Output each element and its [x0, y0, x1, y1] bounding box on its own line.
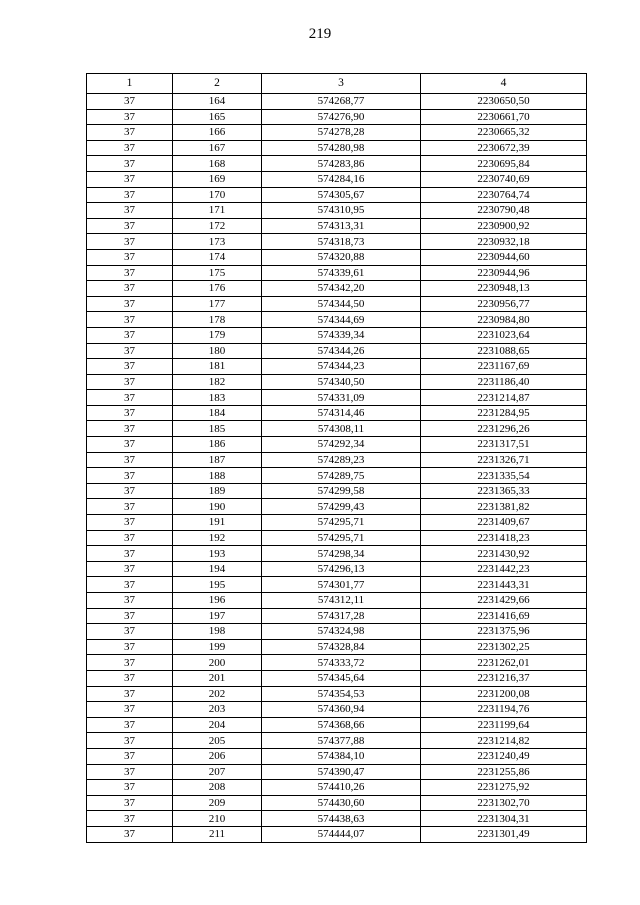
table-row [87, 452, 587, 468]
table-cell-col-3: 574344,69 [262, 312, 421, 328]
table-cell-col-1: 37 [87, 655, 173, 671]
table-row [87, 281, 587, 297]
table-cell-col-1: 37 [87, 452, 173, 468]
table-cell-col-3: 574368,66 [262, 717, 421, 733]
table-cell-col-4: 2230665,32 [421, 125, 587, 141]
table-cell-col-2: 210 [173, 811, 262, 827]
table-cell-col-4: 2231409,67 [421, 515, 587, 531]
table-cell-col-4: 2230900,92 [421, 218, 587, 234]
table-cell-col-2: 179 [173, 327, 262, 343]
table-cell-col-4: 2231429,66 [421, 593, 587, 609]
table-cell-col-1: 37 [87, 327, 173, 343]
table-cell-col-1: 37 [87, 140, 173, 156]
table-row [87, 670, 587, 686]
table-row [87, 234, 587, 250]
table-cell-col-1: 37 [87, 826, 173, 842]
table-cell-col-4: 2230650,50 [421, 94, 587, 110]
table-cell-col-4: 2231255,86 [421, 764, 587, 780]
table-cell-col-1: 37 [87, 265, 173, 281]
table-cell-col-4: 2230764,74 [421, 187, 587, 203]
table-cell-col-2: 178 [173, 312, 262, 328]
table-row [87, 686, 587, 702]
table-cell-col-1: 37 [87, 390, 173, 406]
table-cell-col-2: 166 [173, 125, 262, 141]
table-cell-col-1: 37 [87, 171, 173, 187]
table-cell-col-1: 37 [87, 811, 173, 827]
table-cell-col-2: 202 [173, 686, 262, 702]
table-cell-col-4: 2231430,92 [421, 546, 587, 562]
table-cell-col-4: 2231200,08 [421, 686, 587, 702]
table-cell-col-4: 2231199,64 [421, 717, 587, 733]
table-header-row [87, 74, 587, 94]
table-row [87, 795, 587, 811]
table-cell-col-1: 37 [87, 561, 173, 577]
table-cell-col-3: 574299,58 [262, 483, 421, 499]
table-row [87, 499, 587, 515]
table-cell-col-4: 2230740,69 [421, 171, 587, 187]
table-cell-col-3: 574308,11 [262, 421, 421, 437]
table-cell-col-3: 574339,61 [262, 265, 421, 281]
table-row [87, 390, 587, 406]
table-cell-col-1: 37 [87, 94, 173, 110]
table-cell-col-3: 574339,34 [262, 327, 421, 343]
table-cell-col-3: 574292,34 [262, 437, 421, 453]
table-cell-col-1: 37 [87, 187, 173, 203]
table-cell-col-4: 2231442,23 [421, 561, 587, 577]
table-cell-col-1: 37 [87, 483, 173, 499]
table-cell-col-3: 574410,26 [262, 780, 421, 796]
table-cell-col-1: 37 [87, 203, 173, 219]
table-cell-col-3: 574312,11 [262, 593, 421, 609]
table-cell-col-3: 574301,77 [262, 577, 421, 593]
table-cell-col-3: 574320,88 [262, 249, 421, 265]
table-cell-col-3: 574340,50 [262, 374, 421, 390]
table-cell-col-3: 574317,28 [262, 608, 421, 624]
table-row [87, 764, 587, 780]
table-cell-col-1: 37 [87, 234, 173, 250]
table-cell-col-1: 37 [87, 421, 173, 437]
table-cell-col-1: 37 [87, 670, 173, 686]
table-row [87, 702, 587, 718]
table-cell-col-1: 37 [87, 764, 173, 780]
table-row [87, 203, 587, 219]
table-cell-col-3: 574333,72 [262, 655, 421, 671]
table-row [87, 515, 587, 531]
table-cell-col-1: 37 [87, 109, 173, 125]
table-cell-col-1: 37 [87, 795, 173, 811]
column-header-3: 3 [262, 74, 421, 94]
table-row [87, 374, 587, 390]
table-cell-col-2: 204 [173, 717, 262, 733]
table-cell-col-3: 574289,23 [262, 452, 421, 468]
table-cell-col-2: 196 [173, 593, 262, 609]
table-cell-col-4: 2231365,33 [421, 483, 587, 499]
table-cell-col-3: 574305,67 [262, 187, 421, 203]
table-cell-col-1: 37 [87, 717, 173, 733]
table-cell-col-1: 37 [87, 624, 173, 640]
table-cell-col-3: 574278,28 [262, 125, 421, 141]
table-body [87, 94, 587, 843]
table-row [87, 639, 587, 655]
column-header-1: 1 [87, 74, 173, 94]
table-cell-col-3: 574384,10 [262, 748, 421, 764]
table-cell-col-2: 207 [173, 764, 262, 780]
table-cell-col-2: 174 [173, 249, 262, 265]
table-cell-col-3: 574360,94 [262, 702, 421, 718]
table-cell-col-4: 2231418,23 [421, 530, 587, 546]
table-cell-col-3: 574280,98 [262, 140, 421, 156]
table-cell-col-1: 37 [87, 156, 173, 172]
table-cell-col-2: 200 [173, 655, 262, 671]
table-cell-col-4: 2231326,71 [421, 452, 587, 468]
table-row [87, 561, 587, 577]
table-cell-col-3: 574295,71 [262, 515, 421, 531]
table-cell-col-4: 2231335,54 [421, 468, 587, 484]
table-cell-col-3: 574295,71 [262, 530, 421, 546]
table-row [87, 748, 587, 764]
table-cell-col-2: 180 [173, 343, 262, 359]
table-cell-col-2: 209 [173, 795, 262, 811]
table-cell-col-2: 171 [173, 203, 262, 219]
table-cell-col-3: 574328,84 [262, 639, 421, 655]
table-cell-col-1: 37 [87, 748, 173, 764]
table-cell-col-3: 574310,95 [262, 203, 421, 219]
table-cell-col-1: 37 [87, 780, 173, 796]
table-row [87, 296, 587, 312]
table-cell-col-2: 167 [173, 140, 262, 156]
table-cell-col-2: 182 [173, 374, 262, 390]
table-cell-col-2: 170 [173, 187, 262, 203]
table-row [87, 546, 587, 562]
table-cell-col-2: 197 [173, 608, 262, 624]
table-cell-col-1: 37 [87, 639, 173, 655]
table-cell-col-2: 190 [173, 499, 262, 515]
table-cell-col-1: 37 [87, 546, 173, 562]
table-cell-col-2: 185 [173, 421, 262, 437]
table-cell-col-1: 37 [87, 281, 173, 297]
table-cell-col-4: 2231443,31 [421, 577, 587, 593]
table-row [87, 218, 587, 234]
table-row [87, 593, 587, 609]
table-cell-col-2: 199 [173, 639, 262, 655]
table-cell-col-1: 37 [87, 608, 173, 624]
table-cell-col-3: 574344,50 [262, 296, 421, 312]
page-number: 219 [308, 26, 332, 42]
table-cell-col-3: 574430,60 [262, 795, 421, 811]
table-cell-col-1: 37 [87, 405, 173, 421]
table-cell-col-4: 2231214,87 [421, 390, 587, 406]
table-cell-col-4: 2231186,40 [421, 374, 587, 390]
table-cell-col-4: 2231240,49 [421, 748, 587, 764]
table-cell-col-4: 2230944,60 [421, 249, 587, 265]
table-cell-col-3: 574342,20 [262, 281, 421, 297]
table-cell-col-3: 574444,07 [262, 826, 421, 842]
table-cell-col-4: 2230984,80 [421, 312, 587, 328]
table-cell-col-2: 188 [173, 468, 262, 484]
table-cell-col-2: 206 [173, 748, 262, 764]
table-row [87, 468, 587, 484]
table-row [87, 780, 587, 796]
column-header-4: 4 [421, 74, 587, 94]
table-cell-col-1: 37 [87, 577, 173, 593]
table-cell-col-1: 37 [87, 515, 173, 531]
table-cell-col-4: 2230672,39 [421, 140, 587, 156]
table-cell-col-4: 2230948,13 [421, 281, 587, 297]
table-cell-col-2: 181 [173, 359, 262, 375]
table-cell-col-4: 2231304,31 [421, 811, 587, 827]
table-cell-col-2: 192 [173, 530, 262, 546]
table-row [87, 156, 587, 172]
table-cell-col-1: 37 [87, 468, 173, 484]
table-cell-col-2: 205 [173, 733, 262, 749]
table-cell-col-4: 2230944,96 [421, 265, 587, 281]
table-cell-col-3: 574390,47 [262, 764, 421, 780]
table-cell-col-1: 37 [87, 249, 173, 265]
table-row [87, 608, 587, 624]
table-cell-col-1: 37 [87, 733, 173, 749]
table-cell-col-2: 175 [173, 265, 262, 281]
table-cell-col-1: 37 [87, 125, 173, 141]
table-cell-col-2: 173 [173, 234, 262, 250]
table-cell-col-1: 37 [87, 702, 173, 718]
table-cell-col-1: 37 [87, 593, 173, 609]
table-cell-col-2: 193 [173, 546, 262, 562]
table-cell-col-2: 164 [173, 94, 262, 110]
table-row [87, 483, 587, 499]
table-cell-col-4: 2231381,82 [421, 499, 587, 515]
table-cell-col-4: 2231262,01 [421, 655, 587, 671]
table-cell-col-3: 574344,26 [262, 343, 421, 359]
table-cell-col-2: 195 [173, 577, 262, 593]
table-cell-col-4: 2231167,69 [421, 359, 587, 375]
table-cell-col-2: 176 [173, 281, 262, 297]
table-cell-col-4: 2231284,95 [421, 405, 587, 421]
table-cell-col-3: 574318,73 [262, 234, 421, 250]
table-cell-col-1: 37 [87, 437, 173, 453]
table-cell-col-2: 169 [173, 171, 262, 187]
table-cell-col-3: 574284,16 [262, 171, 421, 187]
table-row [87, 265, 587, 281]
table-row [87, 717, 587, 733]
table-cell-col-2: 184 [173, 405, 262, 421]
table-row [87, 109, 587, 125]
table-cell-col-3: 574299,43 [262, 499, 421, 515]
table-cell-col-2: 172 [173, 218, 262, 234]
table-cell-col-3: 574344,23 [262, 359, 421, 375]
table-cell-col-3: 574276,90 [262, 109, 421, 125]
table-cell-col-4: 2231214,82 [421, 733, 587, 749]
table-cell-col-3: 574345,64 [262, 670, 421, 686]
table-cell-col-4: 2231088,65 [421, 343, 587, 359]
table-row [87, 405, 587, 421]
table-cell-col-1: 37 [87, 374, 173, 390]
table-row [87, 437, 587, 453]
table-cell-col-3: 574313,31 [262, 218, 421, 234]
coordinates-table [86, 73, 587, 843]
table-row [87, 94, 587, 110]
table-row [87, 530, 587, 546]
table-cell-col-4: 2231416,69 [421, 608, 587, 624]
table-row [87, 327, 587, 343]
table-cell-col-3: 574377,88 [262, 733, 421, 749]
table-row [87, 811, 587, 827]
table-row [87, 171, 587, 187]
table-cell-col-2: 189 [173, 483, 262, 499]
table-cell-col-2: 177 [173, 296, 262, 312]
table-cell-col-4: 2231375,96 [421, 624, 587, 640]
table-cell-col-3: 574324,98 [262, 624, 421, 640]
table-cell-col-1: 37 [87, 218, 173, 234]
table-cell-col-1: 37 [87, 343, 173, 359]
table-row [87, 624, 587, 640]
table-row [87, 733, 587, 749]
column-header-2: 2 [173, 74, 262, 94]
table-cell-col-2: 211 [173, 826, 262, 842]
table-cell-col-4: 2231023,64 [421, 327, 587, 343]
table-cell-col-3: 574298,34 [262, 546, 421, 562]
table-row [87, 577, 587, 593]
table-row [87, 826, 587, 842]
table-cell-col-4: 2230956,77 [421, 296, 587, 312]
table-cell-col-1: 37 [87, 530, 173, 546]
table-cell-col-3: 574438,63 [262, 811, 421, 827]
table-cell-col-3: 574296,13 [262, 561, 421, 577]
table-row [87, 187, 587, 203]
table-row [87, 249, 587, 265]
table-cell-col-4: 2231301,49 [421, 826, 587, 842]
table-cell-col-2: 165 [173, 109, 262, 125]
table-cell-col-2: 183 [173, 390, 262, 406]
table-row [87, 421, 587, 437]
table-cell-col-2: 168 [173, 156, 262, 172]
table-cell-col-3: 574331,09 [262, 390, 421, 406]
table-row [87, 655, 587, 671]
table-cell-col-2: 203 [173, 702, 262, 718]
table-cell-col-2: 194 [173, 561, 262, 577]
table-row [87, 312, 587, 328]
table-cell-col-1: 37 [87, 359, 173, 375]
table-cell-col-4: 2230661,70 [421, 109, 587, 125]
table-cell-col-2: 186 [173, 437, 262, 453]
table-cell-col-2: 191 [173, 515, 262, 531]
table-cell-col-2: 208 [173, 780, 262, 796]
table-cell-col-4: 2231275,92 [421, 780, 587, 796]
table-cell-col-1: 37 [87, 312, 173, 328]
table-row [87, 140, 587, 156]
table-cell-col-3: 574314,46 [262, 405, 421, 421]
table-cell-col-3: 574354,53 [262, 686, 421, 702]
table-cell-col-4: 2231194,76 [421, 702, 587, 718]
table-row [87, 343, 587, 359]
table-cell-col-3: 574289,75 [262, 468, 421, 484]
table-cell-col-4: 2230932,18 [421, 234, 587, 250]
table-cell-col-2: 198 [173, 624, 262, 640]
table-cell-col-4: 2230790,48 [421, 203, 587, 219]
table-row [87, 125, 587, 141]
table-cell-col-3: 574283,86 [262, 156, 421, 172]
table-cell-col-4: 2231216,37 [421, 670, 587, 686]
table-cell-col-2: 201 [173, 670, 262, 686]
table-cell-col-4: 2231302,25 [421, 639, 587, 655]
table-row [87, 359, 587, 375]
table-cell-col-4: 2231302,70 [421, 795, 587, 811]
table-cell-col-1: 37 [87, 296, 173, 312]
table-cell-col-2: 187 [173, 452, 262, 468]
table-cell-col-4: 2231296,26 [421, 421, 587, 437]
table-cell-col-4: 2230695,84 [421, 156, 587, 172]
table-cell-col-1: 37 [87, 499, 173, 515]
table-cell-col-3: 574268,77 [262, 94, 421, 110]
table-cell-col-1: 37 [87, 686, 173, 702]
table-cell-col-4: 2231317,51 [421, 437, 587, 453]
